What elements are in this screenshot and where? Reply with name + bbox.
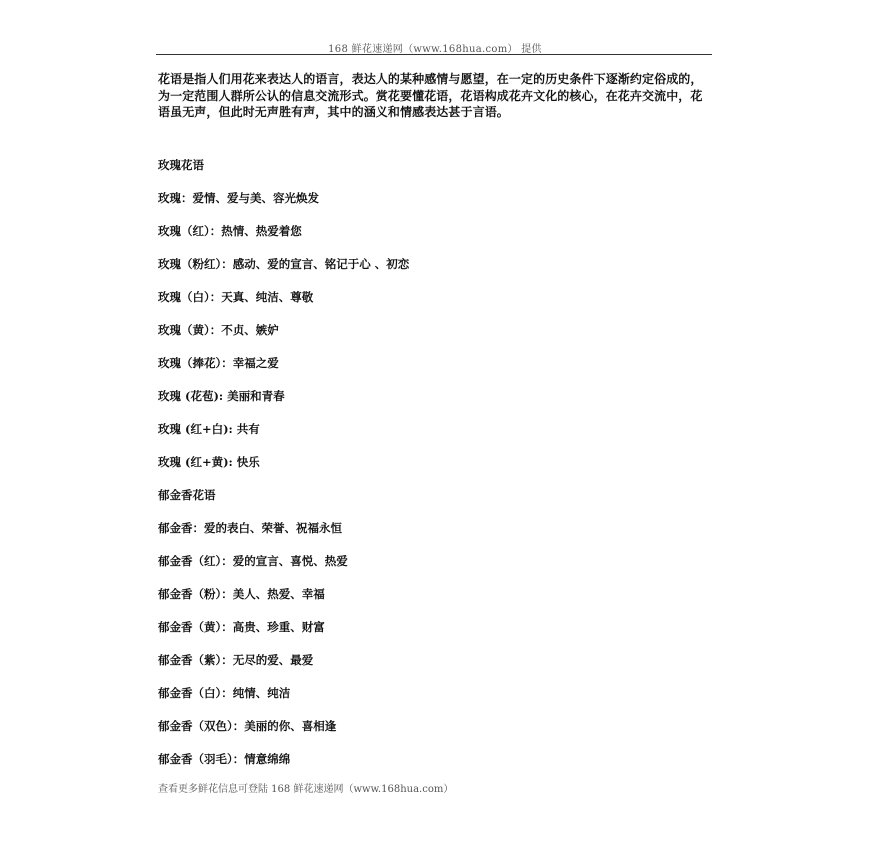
text-line: 郁金香（羽毛）：情意绵绵 xyxy=(158,752,291,766)
text-line: 玫瑰（黄）：不贞、嫉妒 xyxy=(158,323,279,337)
text-line: 玫瑰 (花苞): 美丽和青春 xyxy=(158,389,285,403)
text-line: 玫瑰（粉红）：感动、爱的宣言、铭记于心 、初恋 xyxy=(158,257,410,271)
text-line: 郁金香（红）：爱的宣言、喜悦、热爱 xyxy=(158,554,348,568)
text-line: 玫瑰（红）：热情、热爱着您 xyxy=(158,224,302,238)
text-line: 郁金香：爱的表白、荣誉、祝福永恒 xyxy=(158,521,342,535)
text-line: 郁金香（紫）：无尽的爱、最爱 xyxy=(158,653,314,667)
text-line: 玫瑰（白）：天真、纯洁、尊敬 xyxy=(158,290,314,304)
section-heading-tulip: 郁金香花语 xyxy=(158,488,216,502)
text-line: 玫瑰 (红+黄): 快乐 xyxy=(158,455,260,469)
section-heading-rose: 玫瑰花语 xyxy=(158,158,204,172)
intro-paragraph: 花语是指人们用花来表达人的语言，表达人的某种感情与愿望，在一定的历史条件下逐渐约定俗成的，为一定范围人群所公认的信息交流形式。赏花要懂花语，花语构成花卉文化的核心，在花卉交流中，花语虽无声，但此时无声胜有声，其中的涵义和情感表达甚于言语。 xyxy=(158,72,703,119)
text-line: 郁金香（双色）：美丽的你、喜相逢 xyxy=(158,719,337,733)
text-line: 郁金香（黄）：高贵、珍重、财富 xyxy=(158,620,325,634)
text-line: 玫瑰 (红+白): 共有 xyxy=(158,422,260,436)
text-line: 郁金香（白）：纯情、纯洁 xyxy=(158,686,291,700)
page-header: 168 鲜花速递网（www.168hua.com） 提供 xyxy=(328,44,542,55)
header-divider xyxy=(156,54,712,55)
text-line: 郁金香（粉）：美人、热爱、幸福 xyxy=(158,587,325,601)
text-line: 玫瑰（捧花）：幸福之爱 xyxy=(158,356,279,370)
page-footer: 查看更多鲜花信息可登陆 168 鲜花速递网（www.168hua.com） xyxy=(158,784,454,795)
text-line: 玫瑰：爱情、爱与美、容光焕发 xyxy=(158,191,319,205)
